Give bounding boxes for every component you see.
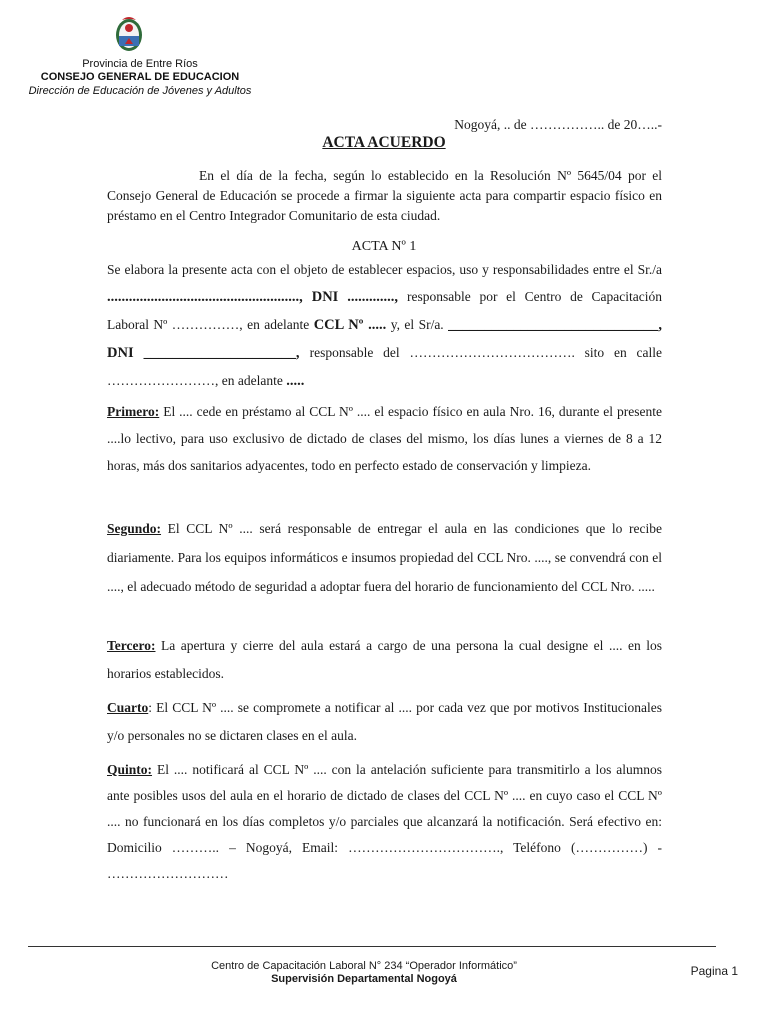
acta-fill-3: _____________________________, DNI _____________________, (107, 317, 662, 361)
intro-text: En el día de la fecha, según lo establecido en la Resolución Nº 5645/04 por el Consejo General de Educación se procede a firmar la siguiente acta para compartir espacio físico en préstamo en el Centro Integrador Comunitario de esta ciudad. (107, 168, 662, 223)
clause-segundo (107, 514, 662, 601)
acta-paragraph (107, 256, 662, 395)
clause-label: Cuarto (107, 700, 149, 715)
province-name: Provincia de Entre Ríos (82, 58, 198, 70)
intro-paragraph (107, 166, 662, 226)
acta-text-2: responsable por el Centro de Capacitación Laboral Nº ……………, en adelante (107, 289, 663, 332)
direction-name: Dirección de Educación de Jóvenes y Adultos (28, 85, 252, 97)
date-line: Nogoyá, .. de …………….. de 20…..- (454, 117, 662, 132)
clause-quinto (107, 757, 662, 887)
acta-fill-1: ....................................................., DNI ............., (107, 289, 407, 305)
clause-primero (107, 398, 662, 479)
footer-supervision: Supervisión Departamental Nogoyá (271, 973, 457, 985)
page-number: Pagina 1 (690, 964, 738, 978)
provincial-coat-of-arms-icon (113, 14, 145, 54)
clause-cuarto (107, 694, 662, 750)
acta-text-4: responsable del ………………………………. sito en calle ……………………, en adelante (107, 345, 662, 388)
acta-fill-2: CCL Nº ..... (313, 317, 387, 333)
footer-center-name: Centro de Capacitación Laboral N° 234 “Operador Informático” (211, 960, 517, 972)
footer-divider (28, 946, 716, 947)
clause-label: Primero: (107, 404, 160, 419)
clause-text: : El CCL Nº .... se compromete a notificar al .... por cada vez que por motivos Institucionales y/o personales no se dictaren clases en el aula. (107, 700, 662, 743)
council-name: CONSEJO GENERAL DE EDUCACION (40, 71, 240, 83)
clause-label: Segundo: (107, 521, 162, 536)
clause-text: El CCL Nº .... será responsable de entregar el aula en las condiciones que lo recibe diariamente. Para los equipos informáticos e insumos propiedad del CCL Nro. ...., se convendrá con el ...., el adecuado método de seguridad a adoptar fuera del horario de funcionamiento del CCL Nro. ..... (107, 521, 662, 594)
clause-text: El .... cede en préstamo al CCL Nº .... el espacio físico en aula Nro. 16, durante el presente ....lo lectivo, para uso exclusivo de dictado de clases del mismo, los días lunes a viernes de 8 a 12 horas, más dos sanitarios adyacentes, todo en perfecto estado de conservación y limpieza. (107, 404, 662, 473)
document-title: ACTA ACUERDO (322, 134, 446, 151)
clause-tercero (107, 632, 662, 688)
clause-label: Tercero: (107, 638, 156, 653)
acta-title: ACTA Nº 1 (351, 239, 417, 254)
acta-text-1: Se elabora la presente acta con el objeto de establecer espacios, uso y responsabilidades entre el Sr./a (107, 262, 662, 277)
clause-text: La apertura y cierre del aula estará a cargo de una persona la cual designe el .... en los horarios establecidos. (107, 638, 662, 681)
clause-label: Quinto: (107, 762, 153, 777)
acta-fill-4: ..... (286, 373, 305, 389)
clause-text: El .... notificará al CCL Nº .... con la antelación suficiente para transmitirlo a los alumnos ante posibles usos del aula en el horario de dictado de clases del CCL Nº .... en cuyo caso el CCL Nº .... no funcionará en los días completos y/o parciales que alcanzará la notificación. Será efectivo en: Domicilio ……….. – Nogoyá, Email: ……………………………., Teléfono (……………) - ……………………… (107, 762, 662, 881)
acta-text-3: y, el Sr/a. (386, 317, 449, 332)
